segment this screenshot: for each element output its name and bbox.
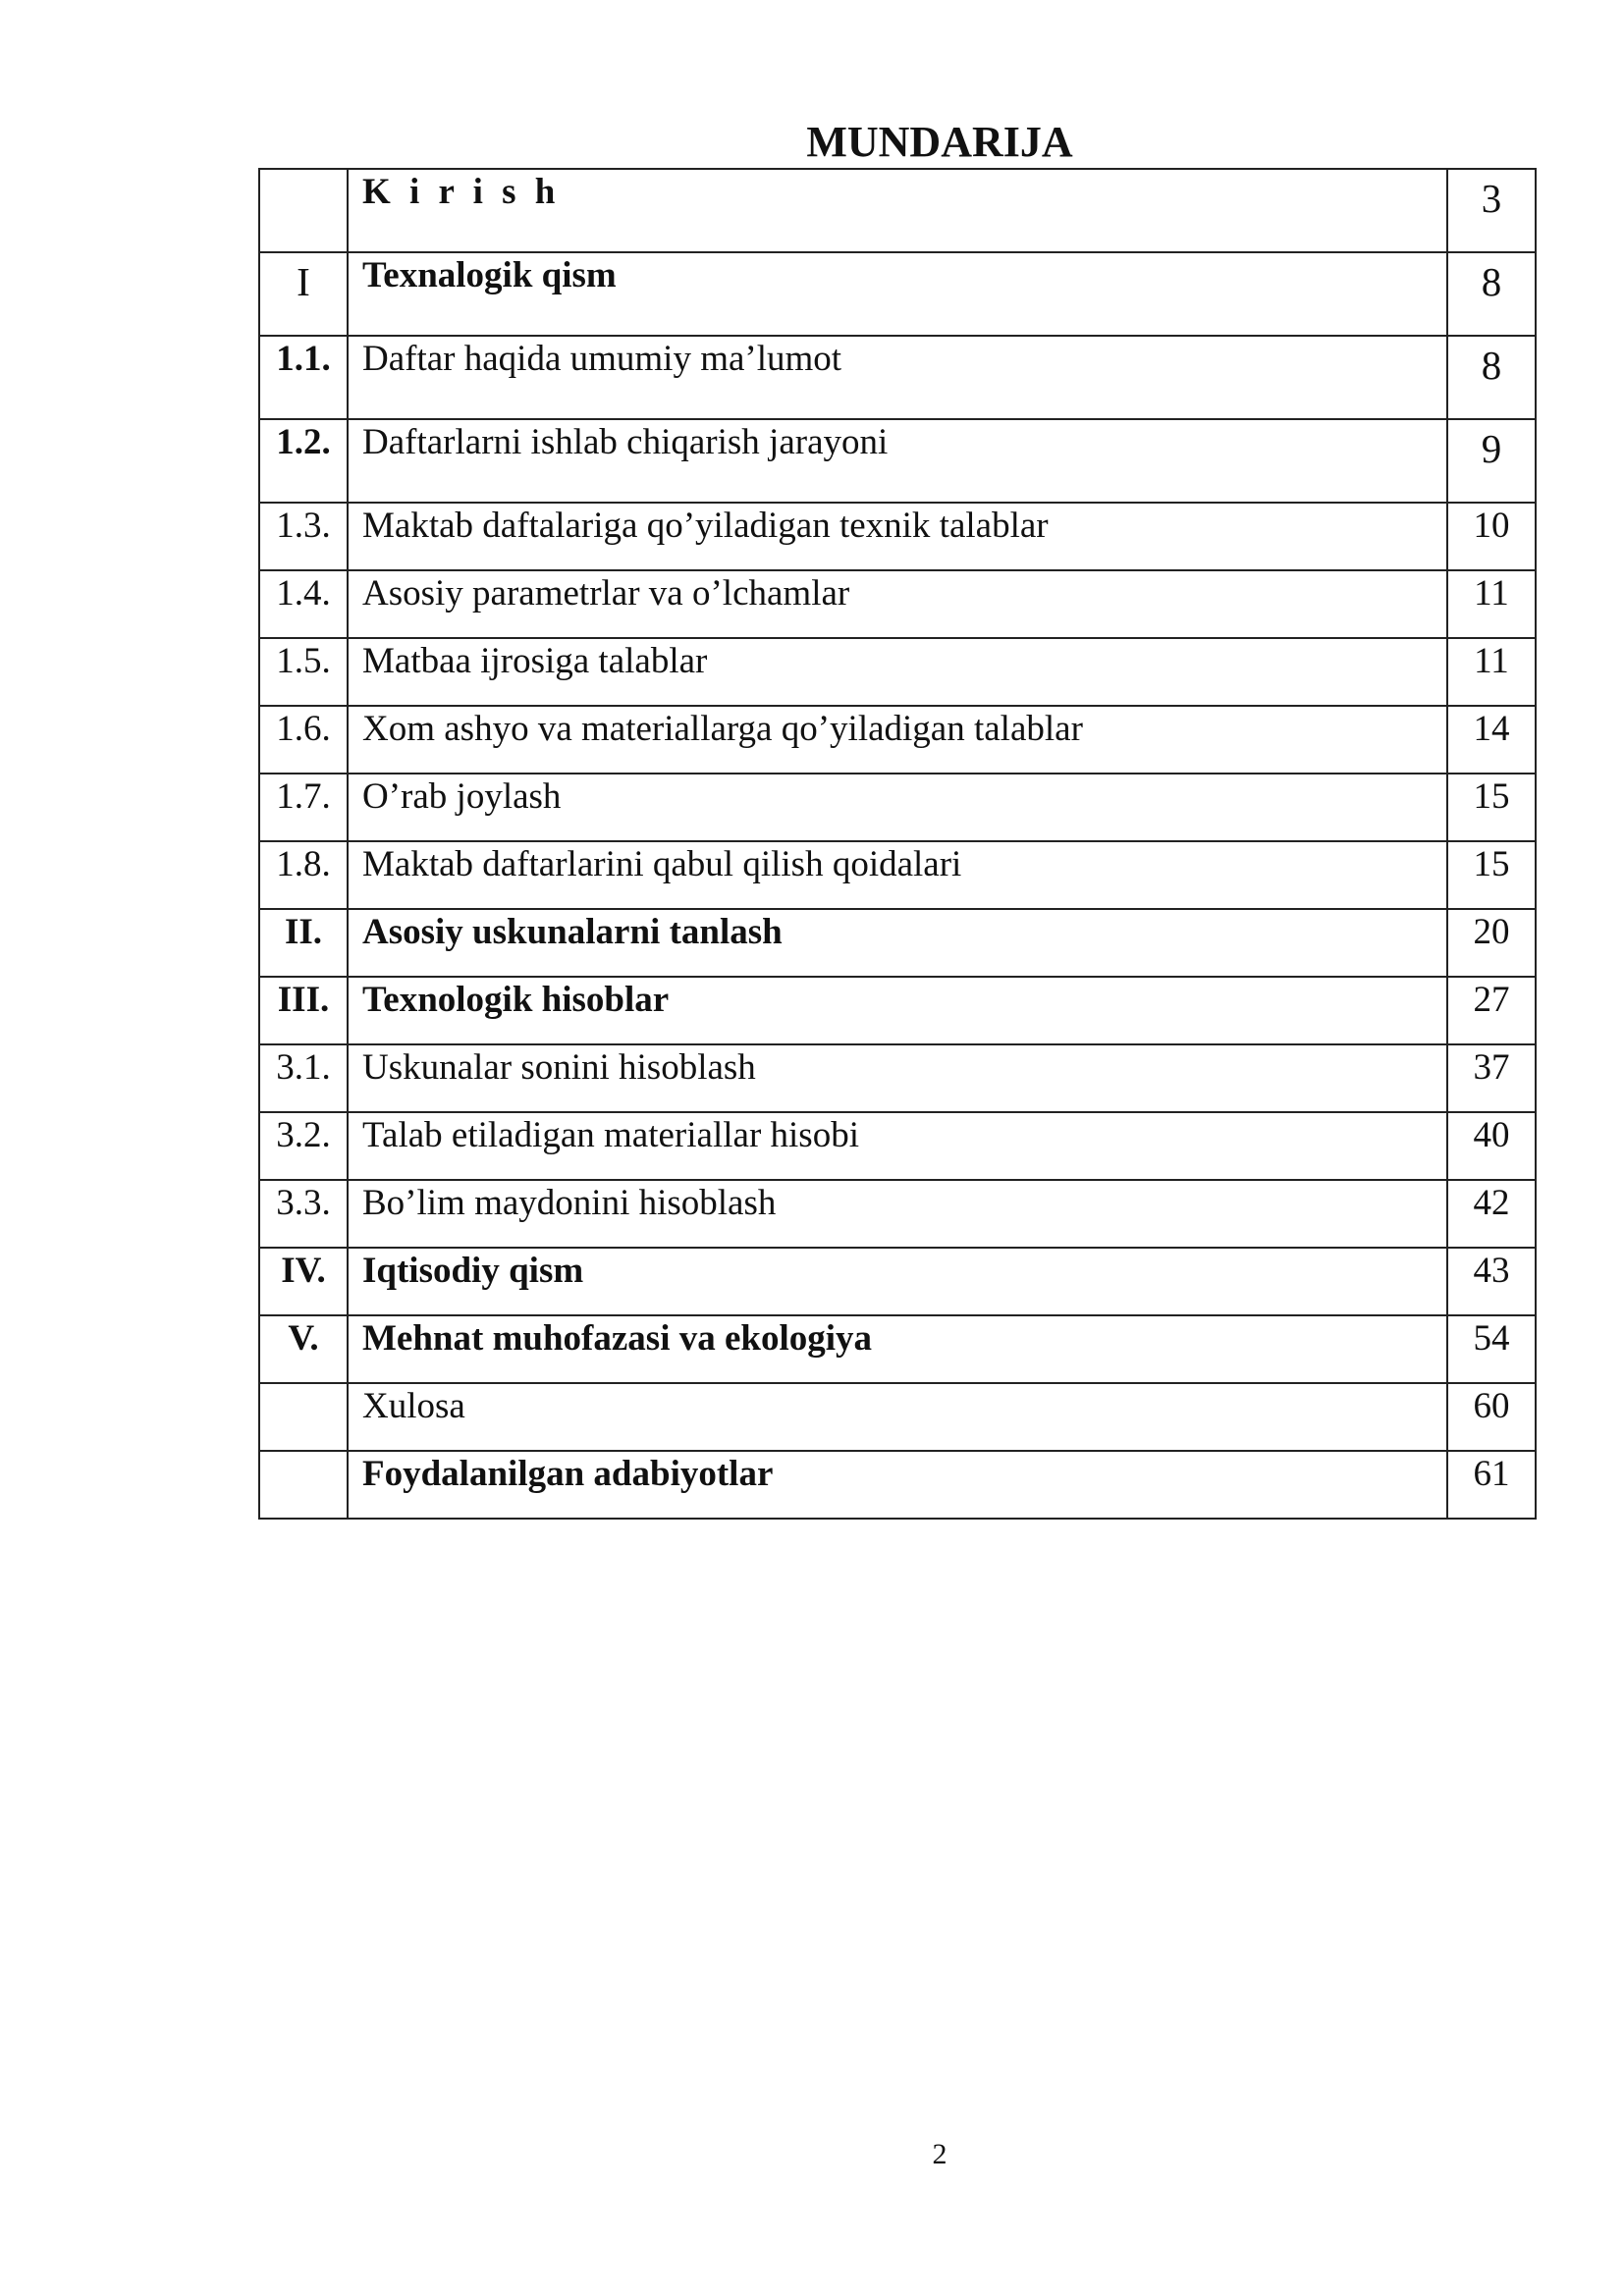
toc-page-number: 8 [1447, 336, 1536, 419]
toc-section-number: 1.4. [259, 570, 348, 638]
toc-section-title: Matbaa ijrosiga talablar [348, 638, 1447, 706]
toc-page-number: 42 [1447, 1180, 1536, 1248]
toc-section-title: Daftar haqida umumiy ma’lumot [348, 336, 1447, 419]
toc-section-title: Asosiy parametrlar va o’lchamlar [348, 570, 1447, 638]
toc-section-number: 1.2. [259, 419, 348, 503]
toc-section-title: Daftarlarni ishlab chiqarish jarayoni [348, 419, 1447, 503]
toc-row [259, 336, 1536, 419]
toc-row [259, 252, 1536, 336]
toc-section-number: 1.1. [259, 336, 348, 419]
toc-section-number: 3.3. [259, 1180, 348, 1248]
toc-page-number: 15 [1447, 774, 1536, 841]
toc-section-number: 1.5. [259, 638, 348, 706]
toc-row [259, 841, 1536, 909]
toc-section-title: Xulosa [348, 1383, 1447, 1451]
page-title: MUNDARIJA [806, 118, 1073, 166]
toc-section-number: III. [259, 977, 348, 1044]
toc-section-title: Bo’lim maydonini hisoblash [348, 1180, 1447, 1248]
toc-section-number [259, 1383, 348, 1451]
toc-section-title: Mehnat muhofazasi va ekologiya [348, 1315, 1447, 1383]
toc-page-number: 3 [1447, 169, 1536, 252]
toc-section-number: I [259, 252, 348, 336]
toc-section-title: Uskunalar sonini hisoblash [348, 1044, 1447, 1112]
toc-section-title: Foydalanilgan adabiyotlar [348, 1451, 1447, 1519]
toc-row [259, 503, 1536, 570]
toc-section-title: Asosiy uskunalarni tanlash [348, 909, 1447, 977]
toc-section-title: Maktab daftarlarini qabul qilish qoidalari [348, 841, 1447, 909]
toc-section-title: Maktab daftalariga qo’yiladigan texnik talablar [348, 503, 1447, 570]
toc-section-number: V. [259, 1315, 348, 1383]
toc-section-number [259, 1451, 348, 1519]
toc-section-title: Xom ashyo va materiallarga qo’yiladigan talablar [348, 706, 1447, 774]
toc-page-number: 43 [1447, 1248, 1536, 1315]
toc-row [259, 1180, 1536, 1248]
toc-row [259, 909, 1536, 977]
toc-page-number: 54 [1447, 1315, 1536, 1383]
toc-section-number: 1.3. [259, 503, 348, 570]
toc-row [259, 706, 1536, 774]
toc-section-number: 3.2. [259, 1112, 348, 1180]
toc-page-number: 60 [1447, 1383, 1536, 1451]
toc-section-title: Texnalogik qism [348, 252, 1447, 336]
toc-page-number: 40 [1447, 1112, 1536, 1180]
toc-row [259, 1044, 1536, 1112]
toc-section-number: 1.7. [259, 774, 348, 841]
toc-row [259, 1248, 1536, 1315]
toc-page-number: 27 [1447, 977, 1536, 1044]
toc-page-number: 20 [1447, 909, 1536, 977]
toc-section-title: O’rab joylash [348, 774, 1447, 841]
toc-row [259, 419, 1536, 503]
toc-page-number: 37 [1447, 1044, 1536, 1112]
page-number: 2 [932, 2138, 947, 2170]
toc-row [259, 1451, 1536, 1519]
toc-section-title: K i r i s h [348, 169, 1447, 252]
toc-row [259, 977, 1536, 1044]
toc-page-number: 9 [1447, 419, 1536, 503]
toc-row [259, 774, 1536, 841]
toc-section-title: Texnologik hisoblar [348, 977, 1447, 1044]
toc-row [259, 1383, 1536, 1451]
toc-row [259, 169, 1536, 252]
toc-section-title: Talab etiladigan materiallar hisobi [348, 1112, 1447, 1180]
toc-page-number: 11 [1447, 570, 1536, 638]
toc-section-number: 1.8. [259, 841, 348, 909]
toc-section-number: IV. [259, 1248, 348, 1315]
toc-row [259, 1112, 1536, 1180]
toc-section-number [259, 169, 348, 252]
toc-section-number: 1.6. [259, 706, 348, 774]
toc-section-number: II. [259, 909, 348, 977]
table-of-contents [258, 168, 1537, 1520]
toc-section-number: 3.1. [259, 1044, 348, 1112]
toc-page-number: 11 [1447, 638, 1536, 706]
toc-section-title: Iqtisodiy qism [348, 1248, 1447, 1315]
toc-row [259, 570, 1536, 638]
toc-page-number: 61 [1447, 1451, 1536, 1519]
toc-page-number: 10 [1447, 503, 1536, 570]
toc-page-number: 8 [1447, 252, 1536, 336]
toc-page-number: 15 [1447, 841, 1536, 909]
toc-row [259, 638, 1536, 706]
toc-row [259, 1315, 1536, 1383]
toc-page-number: 14 [1447, 706, 1536, 774]
